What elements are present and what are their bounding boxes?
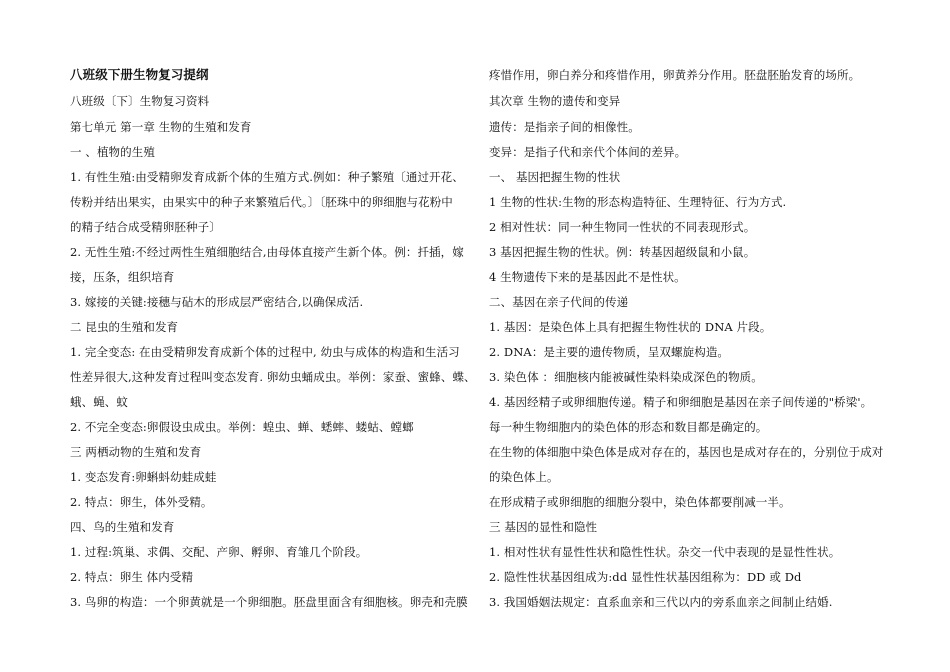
text-line: 2. 不完全变态:卵假设虫成虫。举例：蝗虫、蝉、蟋蟀、蝼蛄、螳螂 (70, 420, 414, 434)
text-line: 3. 鸟卵的构造：一个卵黄就是一个卵细胞。胚盘里面含有细胞核。卵壳和壳膜 (70, 595, 468, 609)
section-heading: 一、 基因把握生物的性状 (489, 170, 621, 184)
text-line: 传粉并结出果实，由果实中的种子来繁殖后代。〕〔胚珠中的卵细胞与花粉中 (70, 195, 453, 209)
text-line: 1 生物的性状:生物的形态构造特征、生理特征、行为方式. (489, 195, 787, 209)
section-heading: 二 昆虫的生殖和发育 (70, 320, 179, 334)
text-line: 2. 无性生殖:不经过两性生殖细胞结合,由母体直接产生新个体。例：扦插，嫁 (70, 245, 464, 259)
text-line: 性差异很大,这种发育过程叫变态发育. 卵幼虫蛹成虫。举例：家蚕、蜜蜂、蝶、 (70, 370, 476, 384)
text-line: 3. 染色体 ：细胞核内能被碱性染料染成深色的物质。 (489, 370, 763, 384)
section-heading: 四、鸟的生殖和发育 (70, 520, 175, 534)
text-line: 2. 特点：卵生 体内受精 (70, 570, 194, 584)
chapter-heading: 第七单元 第一章 生物的生殖和发育 (70, 120, 252, 134)
chapter-heading: 其次章 生物的遗传和变异 (489, 94, 621, 108)
section-heading: 一 、植物的生殖 (70, 145, 155, 159)
section-heading: 三 基因的显性和隐性 (489, 520, 598, 534)
text-line: 4 生物遗传下来的是基因此不是性状。 (489, 270, 686, 284)
text-line: 蛾、蝇、蚊 (70, 395, 128, 409)
text-line: 2. DNA：是主要的遗传物质，呈双螺旋构造。 (489, 345, 730, 359)
text-line: 1. 完全变态: 在由受精卵发育成新个体的过程中, 幼虫与成体的构造和生活习 (70, 345, 460, 359)
section-heading: 三 两栖动物的生殖和发育 (70, 445, 202, 459)
text-line: 2. 特点：卵生，体外受精。 (70, 495, 213, 509)
text-line: 在生物的体细胞中染色体是成对存在的，基因也是成对存在的，分别位于成对 (489, 445, 884, 459)
text-line: 3. 我国婚姻法规定：直系血亲和三代以内的旁系血亲之间制止结婚. (489, 595, 833, 609)
subtitle: 八班级〔下〕生物复习资料 (70, 94, 210, 108)
text-line: 3 基因把握生物的性状。例：转基因超级鼠和小鼠。 (489, 245, 756, 259)
text-line: 的精子结合成受精卵胚种子〕 (70, 220, 221, 234)
document-title: 八班级下册生物复习提纲 (70, 67, 209, 82)
text-line: 2 相对性状：同一种生物同一性状的不同表现形式。 (489, 220, 756, 234)
text-line: 1. 变态发育:卵蝌蚪幼蛙成蛙 (70, 470, 217, 484)
text-line: 变异：是指子代和亲代个体间的差异。 (489, 145, 687, 159)
text-line: 在形成精子或卵细胞的细胞分裂中，染色体都要削减一半。 (489, 495, 791, 509)
text-line: 的染色体上。 (489, 470, 559, 484)
text-line: 遗传：是指亲子间的相像性。 (489, 120, 640, 134)
text-line: 2. 隐性性状基因组成为:dd 显性性状基因组称为：DD 或 Dd (489, 570, 802, 584)
text-line: 1. 相对性状有显性性状和隐性性状。杂交一代中表现的是显性性状。 (489, 545, 841, 559)
text-line: 1. 基因：是染色体上具有把握生物性状的 DNA 片段。 (489, 320, 772, 334)
text-line: 4. 基因经精子或卵细胞传递。精子和卵细胞是基因在亲子间传递的"桥梁'。 (489, 395, 873, 409)
text-line: 1. 过程:筑巢、求偶、交配、产卵、孵卵、育雏几个阶段。 (70, 545, 368, 559)
section-heading: 二、基因在亲子代间的传递 (489, 295, 629, 309)
text-line: 每一种生物细胞内的染色体的形态和数目都是确定的。 (489, 420, 768, 434)
text-line: 接，压条，组织培育 (70, 270, 175, 284)
text-line: 1. 有性生殖:由受精卵发育成新个体的生殖方式.例如：种子繁殖〔通过开花、 (70, 170, 464, 184)
text-line: 疼惜作用，卵白养分和疼惜作用，卵黄养分作用。胚盘胚胎发育的场所。 (489, 68, 861, 82)
text-line: 3. 嫁接的关键:接穗与砧木的形成层严密结合,以确保成活. (70, 295, 364, 309)
